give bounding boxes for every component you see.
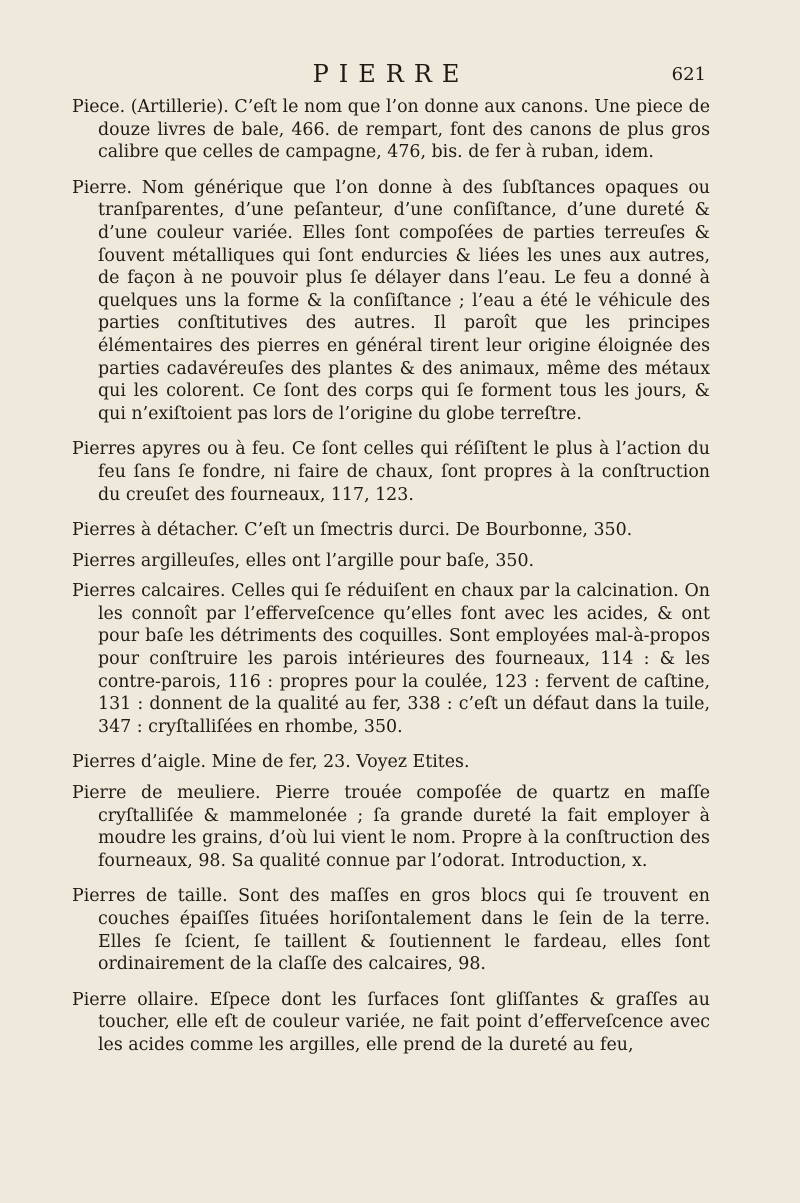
entry-pierres-apyres	[72, 438, 710, 506]
entry-pierre-de-meuliere	[72, 782, 710, 872]
entry-headword: Piece.	[72, 97, 126, 117]
entry-list	[72, 96, 710, 1057]
entry-text: Nom générique que l’on donne à des ſubſtances opaques ou tranſparentes, d’une peſanteur, d’une conſiſtance, d’une dureté & d’une couleur variée. Elles ſont compoſées de parties terreuſes & ſouvent métalliques qui ſont endurcies & liées les unes aux autres, de façon à ne pouvoir plus ſe délayer dans l’eau. Le feu a donné à quelques uns la forme & la conſiſtance ; l’eau a été le véhicule des parties conſtitutives des autres. Il paroît que les principes élémentaires des pierres en général tirent leur origine éloignée des parties cadavéreuſes des plantes & des animaux, même des métaux qui les colorent. Ce ſont des corps qui ſe forment tous les jours, & qui n’exiſtoient pas lors de l’origine du globe terreſtre.	[98, 177, 710, 424]
entry-text: Pierre trouée compoſée de quartz en maſſe cryſtalliſée & mammelonée ; ſa grande dureté la fait employer à moudre les grains, d’où lui vient le nom. Propre à la conſtruction des fourneaux, 98. Sa qualité connue par l’odorat. Introduction, x.	[98, 783, 711, 871]
entry-headword: Pierres à détacher.	[72, 520, 239, 541]
entry-pierre-ollaire	[72, 989, 710, 1057]
entry-pierres-a-detacher	[72, 519, 710, 542]
entry-pierre	[72, 177, 710, 426]
entry-headword: Pierre de meuliere.	[72, 783, 261, 804]
entry-text: Celles qui ſe réduiſent en chaux par la calcination. On les connoît par l’efferveſcence qu’elles font avec les acides, & ont pour baſe les détriments des coquilles. Sont employées mal-à-propos pour conſtruire les parois intérieures des fourneaux, 114 : & les contre-parois, 116 : propres pour la coulée, 123 : fervent de caſtine, 131 : donnent de la qualité au fer, 338 : c’eſt un défaut dans la tuile, 347 : cryſtalliſées en rhombe, 350.	[98, 581, 711, 737]
entry-text: Sont des maſſes en gros blocs qui ſe trouvent en couches épaiſſes ſituées horiſontalement dans le ſein de la terre. Elles ſe ſcient, ſe taillent & ſoutiennent le fardeau, elles ſont ordinairement de la claſſe des calcaires, 98.	[98, 886, 710, 975]
page-header	[72, 60, 710, 94]
entry-text: C’eſt un ſmectris durci. De Bourbonne, 350.	[244, 520, 633, 541]
entry-headword: Pierres calcaires.	[72, 581, 226, 602]
entry-text: Eſpece dont les ſurfaces ſont gliſſantes & graſſes au toucher, elle eſt de couleur variée, ne fait point d’efferveſcence avec les acides comme les argilles, elle prend de la dureté au feu,	[98, 989, 710, 1055]
entry-text: (Artillerie). C’eſt le nom que l’on donne aux canons. Une piece de douze livres de bale, 466. de rempart, font des canons de plus gros calibre que celles de campagne, 476, bis. de fer à ruban, idem.	[98, 97, 710, 163]
entry-pierres-calcaires	[72, 580, 710, 738]
entry-text: elles ont l’argille pour baſe, 350.	[245, 550, 535, 571]
entry-headword: Pierre.	[72, 177, 133, 198]
entry-text: Mine de fer, 23. Voyez Etites.	[211, 752, 470, 773]
entry-headword: Pierres apyres ou à feu.	[72, 439, 286, 460]
entry-headword: Pierres d’aigle.	[72, 752, 207, 773]
entry-pierres-d-aigle	[72, 751, 710, 774]
page-number: 621	[671, 64, 706, 85]
entry-pierres-argilleuses	[72, 550, 710, 573]
entry-pierres-de-taille	[72, 885, 710, 975]
entry-headword: Pierres argilleuſes,	[72, 550, 241, 571]
entry-headword: Pierres de taille.	[72, 886, 228, 907]
entry-text: Ce ſont celles qui réſiſtent le plus à l’action du feu ſans ſe fondre, ni faire de chaux, ſont propres à la conſtruction du creuſet des fourneaux, 117, 123.	[98, 439, 711, 505]
entry-headword: Pierre ollaire.	[72, 989, 199, 1010]
entry-piece	[72, 96, 710, 164]
running-title: PIERRE	[312, 60, 470, 88]
